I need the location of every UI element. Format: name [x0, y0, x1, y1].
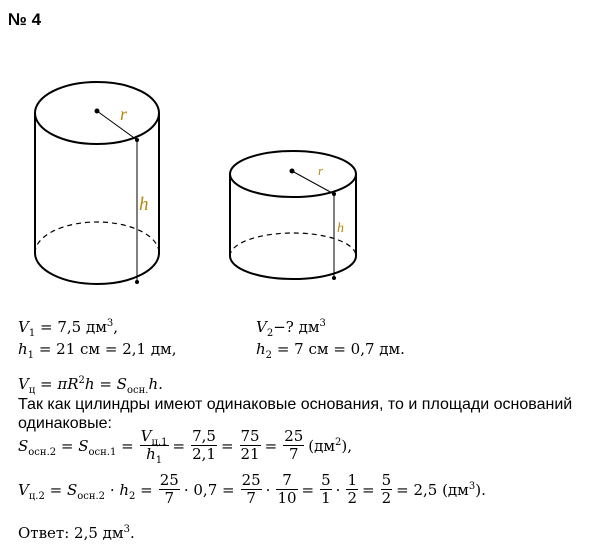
calc-volume-2: $V_{ц.2} = S_{осн.2} \cdot h_2$ = $\frac{25}{7}$ · 0,7 = $\frac{25}{7}$ · $\frac{7}{10}$ = $\frac{5}{1}$ · $\frac{1}{2}$ = $\frac{5}{2}$ = 2,5 $(дм^3)$.: [18, 471, 486, 507]
small-height-label: h: [337, 221, 344, 236]
small-cylinder-figure: [225, 144, 365, 289]
small-radius-label: r: [318, 163, 324, 178]
large-center-point: [95, 109, 100, 114]
problem-number: № 4: [8, 10, 42, 29]
large-cylinder-bottom-back: [35, 222, 159, 253]
large-height-label: h: [139, 194, 149, 215]
explanation-text: Так как цилиндры имеют одинаковые основания, то и площади оснований одинаковые:: [18, 396, 573, 432]
small-cylinder-bottom-back: [230, 233, 356, 256]
given-h1: $h_1 = 21$ см = 2,1 дм,: [18, 340, 177, 361]
small-radius-line: [292, 171, 334, 194]
given-h2: $h_2 = 7$ см = 0,7 дм.: [256, 340, 405, 361]
small-cylinder-bottom-front: [230, 256, 356, 279]
large-cylinder-figure: [25, 68, 175, 293]
small-cylinder-top: [230, 151, 356, 197]
large-radius-line: [97, 111, 137, 140]
large-cylinder-bottom-front: [35, 253, 159, 284]
answer-line: Ответ: 2,5 $дм^3$.: [18, 524, 135, 542]
volume-formula: $V_ц = \pi R^2h = S_{осн.}h$.: [18, 375, 163, 396]
large-radius-label: r: [120, 104, 128, 124]
fraction-v-over-h: $\frac{V_{ц.1}}{h_1}$: [140, 427, 168, 466]
given-v1: $V_1 = 7,5$ $дм^3$,: [18, 318, 119, 339]
given-v2: $V_2-$? $дм^3$: [256, 318, 326, 339]
calc-base-area: $S_{осн.2} = S_{осн.1}$ = $\frac{V_{ц.1}}{h_1}$ = $\frac{7,5}{2,1}$ = $\frac{75}{21}$ = $\frac{25}{7}$ $(дм^2)$,: [18, 427, 353, 466]
